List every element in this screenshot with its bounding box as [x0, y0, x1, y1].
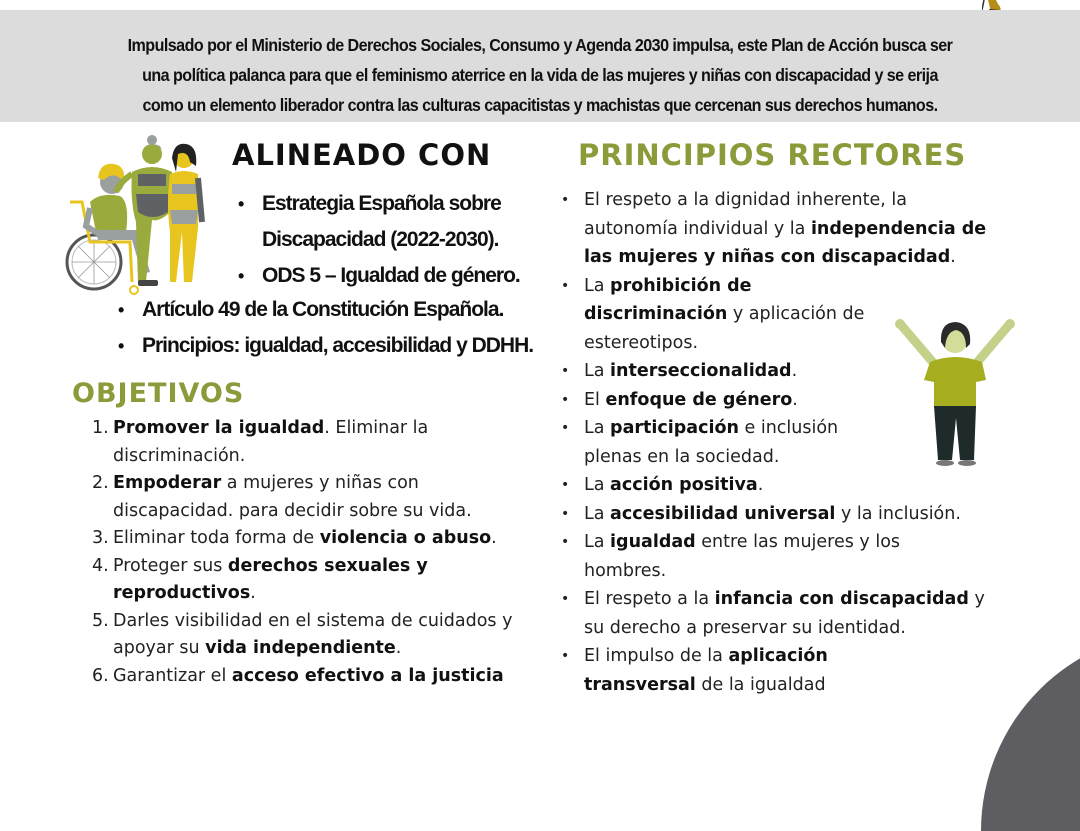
aligned-item: • ODS 5 – Igualdad de género.	[238, 264, 520, 287]
principle-item: • La prohibición de discriminación y aplicación de estereotipos.	[558, 272, 894, 358]
objective-item: 6. Garantizar el acceso efectivo a la justicia	[92, 665, 504, 686]
objective-item: 4. Proteger sus derechos sexuales y reproductivos.	[92, 555, 428, 603]
aligned-item: • Artículo 49 de la Constitución Española.	[118, 298, 504, 321]
women-group-illustration	[60, 132, 220, 300]
bullet-icon: •	[118, 300, 124, 320]
guiding-principles-heading: PRINCIPIOS RECTORES	[578, 138, 967, 172]
intro-text	[98, 30, 981, 120]
principle-item: • El respeto a la infancia con discapacidad y su derecho a preservar su identidad.	[558, 585, 998, 642]
principle-item: • La igualdad entre las mujeres y los hombres.	[558, 528, 914, 585]
bullet-icon: •	[238, 194, 244, 214]
bullet-icon: •	[561, 648, 570, 664]
bullet-icon: •	[561, 534, 570, 550]
bullet-icon: •	[561, 477, 570, 493]
aligned-item: • Principios: igualdad, accesibilidad y DDHH.	[118, 334, 534, 357]
objectives-heading: OBJETIVOS	[72, 378, 245, 409]
objective-item: 1. Promover la igualdad. Eliminar la discriminación.	[92, 418, 429, 466]
aligned-item-continuation: Discapacidad (2022-2030).	[262, 228, 499, 251]
aligned-item: • Estrategia Española sobre	[238, 192, 501, 215]
girl-arms-up-illustration	[890, 318, 1020, 468]
bullet-icon: •	[561, 277, 570, 294]
objectives-list	[92, 415, 532, 690]
intro-line: Impulsado por el Ministerio de Derechos Sociales, Consumo y Agenda 2030 impulsa, este Plan de Acción busca ser	[127, 35, 953, 55]
principle-item: • La interseccionalidad.	[558, 357, 998, 386]
principle-item: • El respeto a la dignidad inherente, la autonomía individual y la independencia de las mujeres y niñas con discapacidad.	[558, 186, 998, 272]
bullet-icon: •	[561, 591, 570, 607]
principle-item: • La accesibilidad universal y la inclusión.	[558, 500, 998, 529]
bullet-icon: •	[561, 420, 570, 436]
intro-line: una política palanca para que el feminismo aterrice en la vida de las mujeres y niñas con discapacidad y se erija	[142, 65, 938, 85]
principle-item: • El impulso de la aplicación transversal de la igualdad	[558, 642, 874, 699]
intro-banner	[0, 10, 1080, 122]
principle-item: • El enfoque de género.	[558, 386, 998, 415]
aligned-with-heading: ALINEADO CON	[232, 138, 492, 172]
objective-item: 3. Eliminar toda forma de violencia o abuso.	[92, 528, 497, 548]
bullet-icon: •	[561, 363, 570, 379]
bullet-icon: •	[238, 266, 244, 286]
principle-item: • La participación e inclusión plenas en la sociedad.	[558, 414, 854, 471]
bullet-icon: •	[561, 391, 570, 408]
objective-item: 5. Darles visibilidad en el sistema de cuidados y apoyar su vida independiente.	[92, 610, 513, 658]
bullet-icon: •	[118, 336, 124, 356]
bullet-icon: •	[561, 192, 570, 208]
principle-item: • La acción positiva.	[558, 471, 998, 500]
bullet-icon: •	[561, 505, 570, 522]
objective-item: 2. Empoderar a mujeres y niñas con discapacidad. para decidir sobre su vida.	[92, 473, 472, 521]
intro-line: como un elemento liberador contra las culturas capacitistas y machistas que cercenan sus derechos humanos.	[142, 95, 938, 115]
